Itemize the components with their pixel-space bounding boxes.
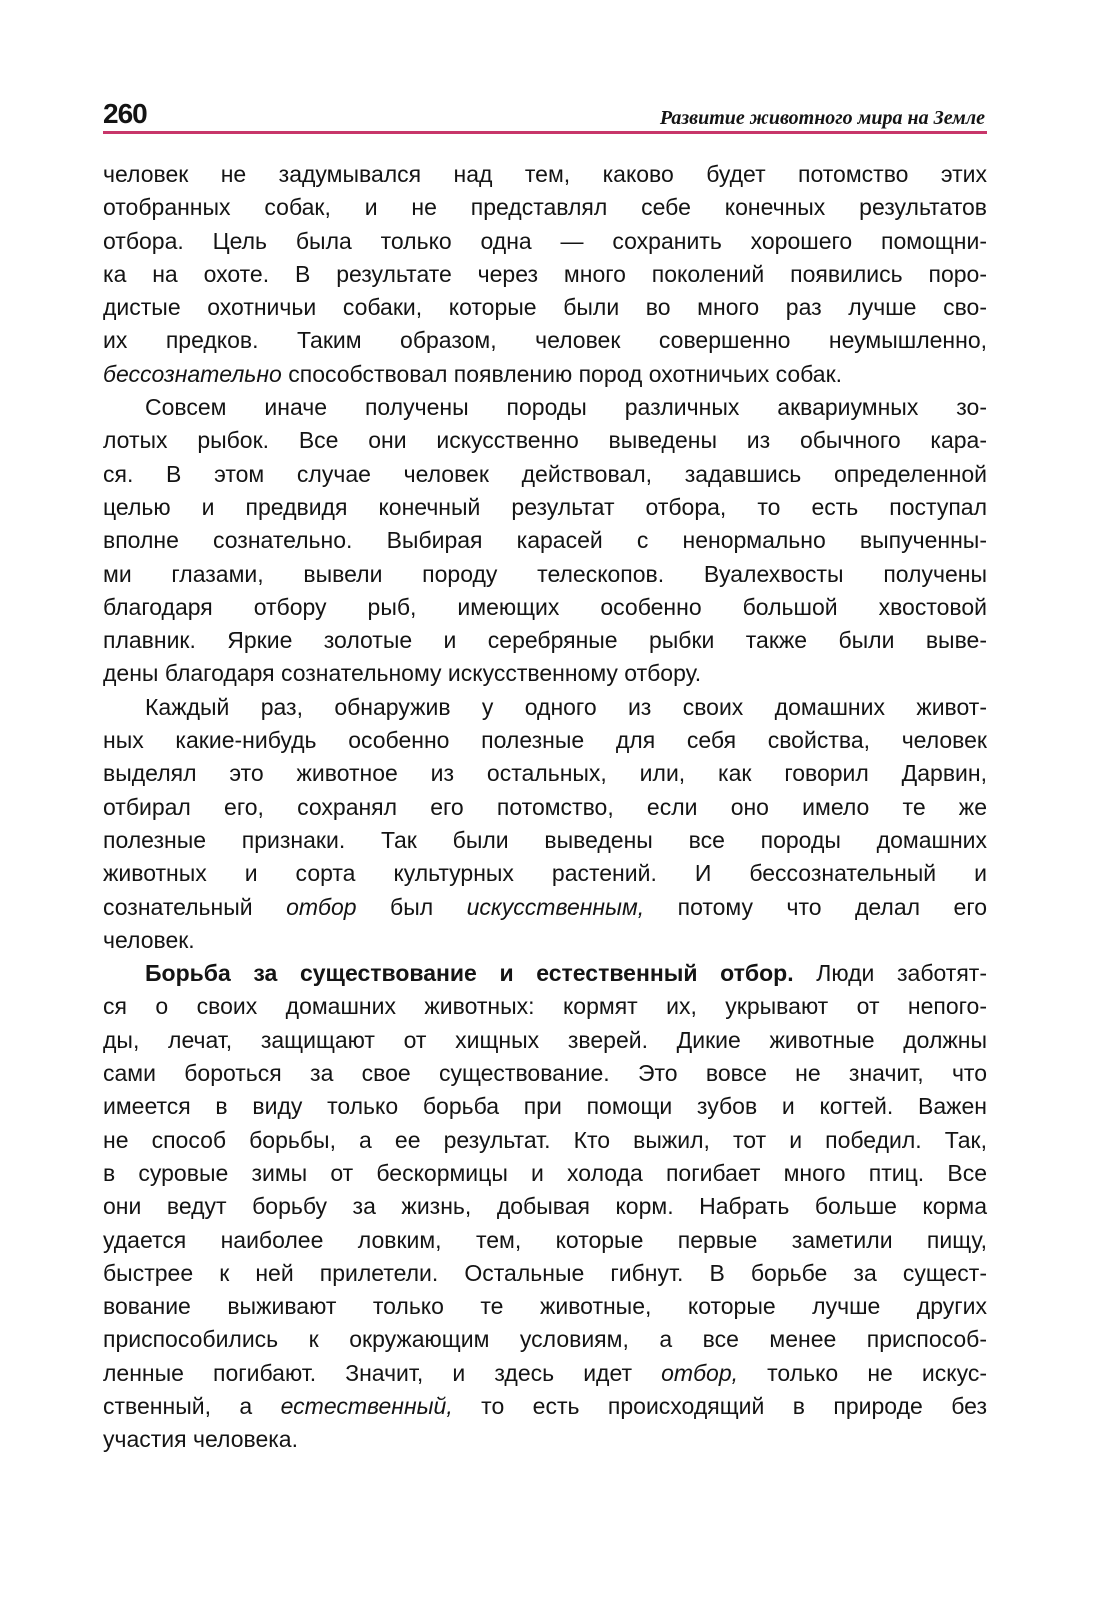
paragraph-p2 <box>103 391 987 691</box>
text-line <box>103 957 987 990</box>
italic-term: естественный, <box>280 1392 453 1419</box>
text-run: Совсем иначе получены породы различных аквариумных зо- <box>145 394 987 421</box>
bold-heading: Борьба за существование и естественный отбор. <box>145 960 794 987</box>
text-run: приспособились к окружающим условиям, а все менее приспособ- <box>103 1326 987 1353</box>
text-line <box>103 990 987 1023</box>
text-line <box>103 324 987 357</box>
text-line <box>103 1124 987 1157</box>
text-run: плавник. Яркие золотые и серебряные рыбки также были выве- <box>103 627 987 654</box>
text-line <box>103 791 987 824</box>
italic-term: отбор <box>286 893 357 920</box>
text-run: дистые охотничьи собаки, которые были во много раз лучше сво- <box>103 294 987 321</box>
text-line <box>103 291 987 324</box>
text-line <box>103 757 987 790</box>
text-run: был <box>356 893 467 920</box>
running-title: Развитие животного мира на Земле <box>659 107 985 129</box>
text-run: имеется в виду только борьба при помощи зубов и когтей. Важен <box>103 1093 987 1120</box>
text-line <box>103 358 987 391</box>
text-run: сознательный <box>103 893 287 920</box>
text-line <box>103 258 987 291</box>
text-run: дены благодаря сознательному искусственному отбору. <box>103 660 702 687</box>
text-line <box>103 891 987 924</box>
text-run: их предков. Таким образом, человек совершенно неумышленно, <box>103 327 987 354</box>
text-run: вполне сознательно. Выбирая карасей с ненормально выпученны- <box>103 527 987 554</box>
text-run: выделял это животное из остальных, или, как говорил Дарвин, <box>103 760 987 787</box>
text-line <box>103 391 987 424</box>
text-run: ся. В этом случае человек действовал, задавшись определенной <box>103 460 987 487</box>
text-run: вование выживают только те животные, которые лучше других <box>103 1293 987 1320</box>
text-line <box>103 657 987 690</box>
text-line <box>103 424 987 457</box>
text-run: животных и сорта культурных растений. И бессознательный и <box>103 860 987 887</box>
text-run: Люди заботят- <box>793 960 987 987</box>
italic-term: искусственным, <box>466 893 645 920</box>
text-line <box>103 924 987 957</box>
text-line <box>103 491 987 524</box>
paragraph-p4 <box>103 957 987 1456</box>
page-number: 260 <box>103 98 147 129</box>
text-run: участия человека. <box>103 1426 298 1453</box>
text-line <box>103 1224 987 1257</box>
italic-term: отбор, <box>661 1359 739 1386</box>
text-run: ми глазами, вывели породу телескопов. Вуалехвосты получены <box>103 560 987 587</box>
text-line <box>103 1157 987 1190</box>
text-line <box>103 524 987 557</box>
text-line <box>103 158 987 191</box>
body-text <box>103 158 987 1457</box>
text-line <box>103 691 987 724</box>
text-line <box>103 1423 987 1456</box>
text-line <box>103 1090 987 1123</box>
text-line <box>103 458 987 491</box>
text-run: ных какие-нибудь особенно полезные для себя свойства, человек <box>103 727 987 754</box>
text-run: отбирал его, сохранял его потомство, если оно имело те же <box>103 793 987 820</box>
text-run: не способ борьбы, а ее результат. Кто выжил, тот и победил. Так, <box>103 1126 987 1153</box>
text-line <box>103 1190 987 1223</box>
text-run: отобранных собак, и не представлял себе конечных результатов <box>103 194 987 221</box>
text-line <box>103 591 987 624</box>
text-line <box>103 1057 987 1090</box>
text-line <box>103 857 987 890</box>
book-page <box>103 92 987 1457</box>
text-run: быстрее к ней прилетели. Остальные гибнут. В борьбе за сущест- <box>103 1259 987 1286</box>
text-run: сами бороться за свое существование. Это вовсе не значит, что <box>103 1060 987 1087</box>
text-line <box>103 1390 987 1423</box>
text-run: способствовал появлению пород охотничьих собак. <box>281 360 843 387</box>
text-line <box>103 1323 987 1356</box>
text-run: лотых рыбок. Все они искусственно выведены из обычного кара- <box>103 427 987 454</box>
paragraph-p1 <box>103 158 987 391</box>
running-head <box>103 92 987 134</box>
text-run: ственный, а <box>103 1392 281 1419</box>
text-run: только не искус- <box>738 1359 987 1386</box>
text-run: полезные признаки. Так были выведены все породы домашних <box>103 826 987 853</box>
text-run: целью и предвидя конечный результат отбора, то есть поступал <box>103 493 987 520</box>
text-run: в суровые зимы от бескормицы и холода погибает много птиц. Все <box>103 1159 987 1186</box>
text-run: ся о своих домашних животных: кормят их, укрывают от непого- <box>103 993 987 1020</box>
text-run: ка на охоте. В результате через много поколений появились поро- <box>103 260 987 287</box>
text-run: благодаря отбору рыб, имеющих особенно большой хвостовой <box>103 593 987 620</box>
text-run: удается наиболее ловким, тем, которые первые заметили пищу, <box>103 1226 987 1253</box>
text-run: они ведут борьбу за жизнь, добывая корм. Набрать больше корма <box>103 1193 987 1220</box>
text-line <box>103 1290 987 1323</box>
text-run: потому что делал его <box>644 893 987 920</box>
text-line <box>103 558 987 591</box>
paragraph-p3 <box>103 691 987 957</box>
text-line <box>103 624 987 657</box>
text-run: ленные погибают. Значит, и здесь идет <box>103 1359 662 1386</box>
text-run: ды, лечат, защищают от хищных зверей. Дикие животные должны <box>103 1026 987 1053</box>
text-line <box>103 191 987 224</box>
text-line <box>103 225 987 258</box>
text-run: человек не задумывался над тем, каково будет потомство этих <box>103 161 987 187</box>
text-line <box>103 824 987 857</box>
text-run: Каждый раз, обнаружив у одного из своих домашних живот- <box>145 693 987 720</box>
text-line <box>103 724 987 757</box>
text-line <box>103 1024 987 1057</box>
text-line <box>103 1357 987 1390</box>
text-run: то есть происходящий в природе без <box>452 1392 987 1419</box>
italic-term: бессознательно <box>103 360 282 387</box>
text-line <box>103 1257 987 1290</box>
text-run: человек. <box>103 926 195 953</box>
text-run: отбора. Цель была только одна — сохранить хорошего помощни- <box>103 227 987 254</box>
